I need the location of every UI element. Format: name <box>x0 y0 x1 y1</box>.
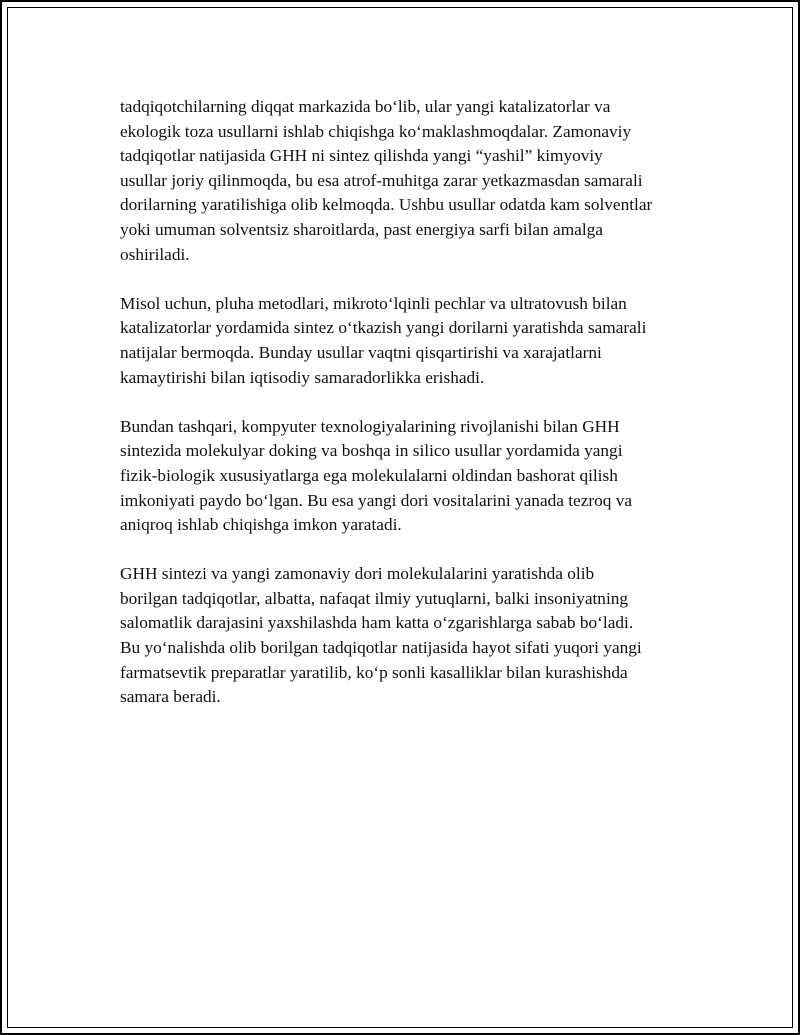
paragraph-4 <box>120 562 700 710</box>
text-line: katalizatorlar yordamida sintez o‘tkazish yangi dorilarni yaratishda samarali <box>120 318 647 338</box>
text-line: fizik-biologik xususiyatlarga ega molekulalarni oldindan bashorat qilish <box>120 465 618 485</box>
text-line: yoki umuman solventsiz sharoitlarda, past energiya sarfi bilan amalga <box>120 219 603 239</box>
text-line: sintezida molekulyar doking va boshqa in silico usullar yordamida yangi <box>120 441 623 461</box>
text-line: samara beradi. <box>120 687 221 707</box>
paragraph-2 <box>120 292 700 390</box>
text-line: borilgan tadqiqotlar, albatta, nafaqat ilmiy yutuqlarni, balki insoniyatning <box>120 588 629 608</box>
text-line: tadqiqotchilarning diqqat markazida bo‘lib, ular yangi katalizatorlar va <box>120 97 611 116</box>
text-line: Misol uchun, pluha metodlari, mikroto‘lqinli pechlar va ultratovush bilan <box>120 293 627 313</box>
paragraph-1 <box>120 95 700 267</box>
document-body <box>120 95 700 734</box>
text-line: usullar joriy qilinmoqda, bu esa atrof-muhitga zarar yetkazmasdan samarali <box>120 170 643 190</box>
text-line: GHH sintezi va yangi zamonaviy dori molekulalarini yaratishda olib <box>120 564 595 584</box>
text-line: tadqiqotlar natijasida GHH ni sintez qilishda yangi “yashil” kimyoviy <box>120 146 603 166</box>
text-line: kamaytirishi bilan iqtisodiy samaradorlikka erishadi. <box>120 367 485 387</box>
text-line: natijalar bermoqda. Bunday usullar vaqtni qisqartirishi va xarajatlarni <box>120 342 602 362</box>
paragraph-3 <box>120 415 700 538</box>
text-line: farmatsevtik preparatlar yaratilib, ko‘p sonli kasalliklar bilan kurashishda <box>120 662 628 682</box>
text-line: Bu yo‘nalishda olib borilgan tadqiqotlar natijasida hayot sifati yuqori yangi <box>120 638 642 658</box>
text-line: oshiriladi. <box>120 244 190 264</box>
text-line: aniqroq ishlab chiqishga imkon yaratadi. <box>120 515 402 535</box>
text-line: ekologik toza usullarni ishlab chiqishga ko‘maklashmoqdalar. Zamonaviy <box>120 121 632 141</box>
text-line: Bundan tashqari, kompyuter texnologiyalarining rivojlanishi bilan GHH <box>120 416 620 436</box>
text-line: salomatlik darajasini yaxshilashda ham katta o‘zgarishlarga sabab bo‘ladi. <box>120 613 634 633</box>
text-line: dorilarning yaratilishiga olib kelmoqda. Ushbu usullar odatda kam solventlar <box>120 195 653 215</box>
text-line: imkoniyati paydo bo‘lgan. Bu esa yangi dori vositalarini yanada tezroq va <box>120 490 633 510</box>
